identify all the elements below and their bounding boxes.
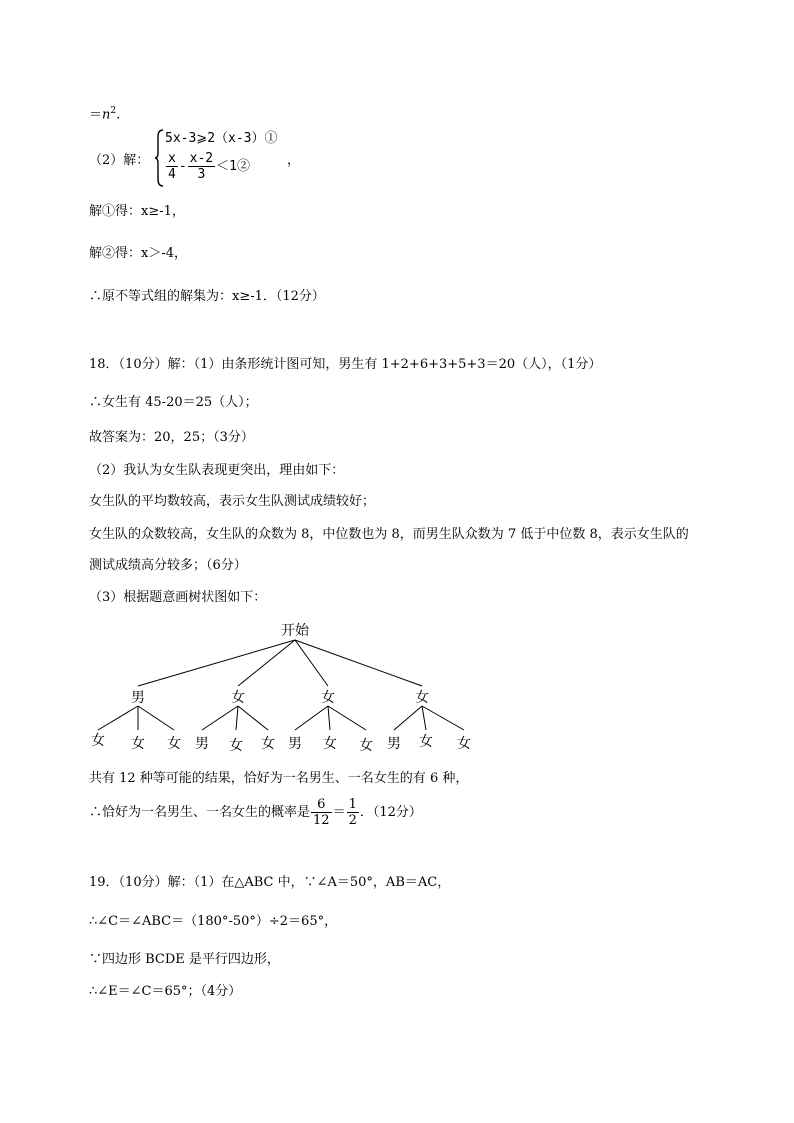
tree-root: 开始 bbox=[281, 623, 309, 639]
line-girls-count: ∴女生有 45-20＝25（人）； bbox=[89, 395, 258, 410]
tree-l1-node: 男 bbox=[131, 690, 145, 706]
line-reason-2: 女生队的众数较高，女生队的众数为 8，中位数也为 8，而男生队众数为 7 低于中位数 8，表示女生队的 bbox=[89, 527, 689, 542]
line-q18-part1: 18．（10分）解：（1）由条形统计图可知，男生有 1+2+6+3+5+3＝20（人），（1分） bbox=[89, 357, 602, 372]
tree-diagram bbox=[80, 618, 500, 758]
system-label: （2）解： bbox=[89, 153, 150, 168]
tree-l1-node: 女 bbox=[231, 690, 245, 706]
tree-l2-node: 女 bbox=[261, 736, 275, 752]
tree-l2-node: 女 bbox=[91, 733, 105, 749]
line-q18-part3: （3）根据题意画树状图如下： bbox=[89, 590, 267, 605]
brace-icon bbox=[155, 129, 165, 187]
line-probability: ∴恰好为一名男生、一名女生的概率是 $\frac{6}{12}$ ＝ $\frac{1}{2}$ ．（12分） bbox=[89, 797, 422, 828]
line-angle-c: ∴∠C＝∠ABC＝（180°-50°）÷2＝65°， bbox=[89, 914, 338, 929]
tree-l2-node: 女 bbox=[131, 736, 145, 752]
tree-l2-node: 男 bbox=[288, 736, 302, 752]
line-reason-2-cont: 测试成绩高分较多；（6分） bbox=[89, 558, 247, 573]
line-parallelogram: ∵四边形 BCDE 是平行四边形， bbox=[89, 952, 280, 967]
line-answer-1: 故答案为：20，25；（3分） bbox=[89, 430, 254, 445]
tree-l2-node: 女 bbox=[359, 738, 373, 754]
line-solution-set: ∴原不等式组的解集为：x≥-1．（12分） bbox=[89, 289, 325, 304]
tree-l2-node: 女 bbox=[457, 736, 471, 752]
line-n-squared: $=n^2$. bbox=[89, 106, 121, 123]
fraction-1-over-2: $\frac{1}{2}$ bbox=[348, 797, 357, 828]
line-q19-part1: 19．（10分）解：（1）在△ABC 中，∵∠A＝50°，AB＝AC， bbox=[89, 875, 451, 890]
system-comma: ， bbox=[287, 153, 301, 168]
tree-l2-node: 女 bbox=[229, 738, 243, 754]
line-q18-part2: （2）我认为女生队表现更突出，理由如下： bbox=[89, 463, 345, 478]
inequality-2: $\frac{x}{4}$ - $\frac{x-2}{3}$ ＜1② bbox=[168, 151, 250, 182]
tree-l1-node: 女 bbox=[415, 690, 429, 706]
line-solve-2: 解②得：x＞-4， bbox=[89, 246, 187, 261]
tree-edges bbox=[98, 640, 464, 730]
tree-l1-node: 女 bbox=[321, 690, 335, 706]
line-reason-1: 女生队的平均数较高，表示女生队测试成绩较好； bbox=[89, 494, 376, 509]
line-solve-1: 解①得：x≥-1， bbox=[89, 204, 185, 219]
tree-l2-node: 女 bbox=[323, 736, 337, 752]
line-angle-e: ∴∠E＝∠C＝65°；（4分） bbox=[89, 984, 242, 999]
line-outcomes: 共有 12 种等可能的结果，恰好为一名男生、一名女生的有 6 种， bbox=[89, 771, 469, 786]
tree-l2-node: 女 bbox=[167, 736, 181, 752]
tree-l2-node: 男 bbox=[387, 736, 401, 752]
fraction-x-over-4: $\frac{x}{4}$ bbox=[168, 151, 176, 182]
tree-l2-node: 男 bbox=[195, 736, 209, 752]
inequality-1: 5x-3⩾2（x-3）① bbox=[165, 131, 278, 146]
fraction-x-2-over-3: $\frac{x-2}{3}$ bbox=[189, 151, 214, 182]
fraction-6-over-12: $\frac{6}{12}$ bbox=[313, 797, 330, 828]
tree-l2-node: 女 bbox=[419, 734, 433, 750]
